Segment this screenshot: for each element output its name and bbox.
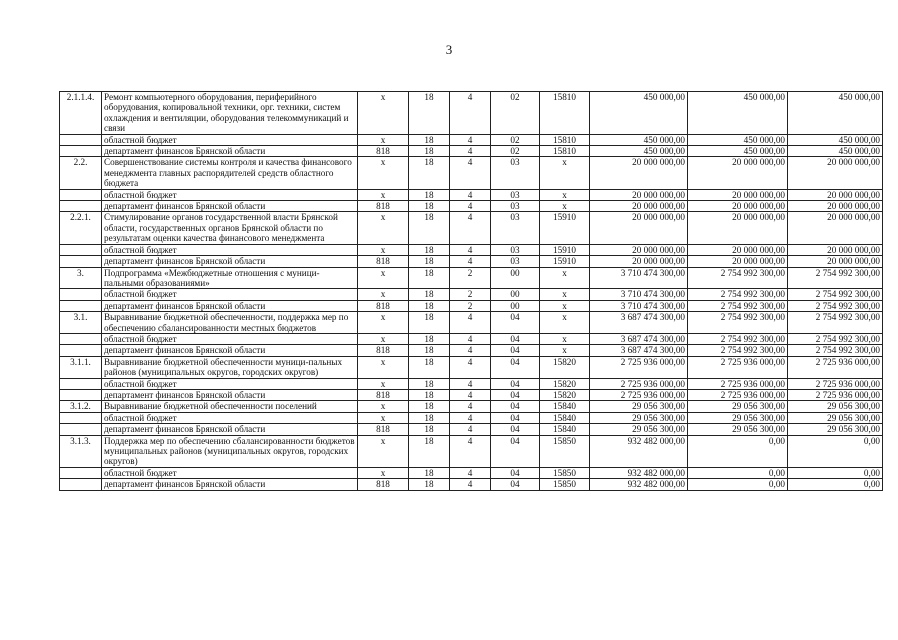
main-event-code-cell: 02: [491, 134, 540, 145]
amount-year1-cell: 2 725 936 000,00: [590, 356, 688, 378]
direction-code-cell: 15910: [540, 244, 590, 255]
grbs-code-cell: 818: [358, 345, 409, 356]
grbs-code-cell: х: [358, 189, 409, 200]
grbs-code-cell: х: [358, 378, 409, 389]
amount-year2-cell: 29 056 300,00: [688, 401, 788, 412]
program-code-cell: 18: [409, 389, 450, 400]
direction-code-cell: 15850: [540, 479, 590, 490]
amount-year1-cell: 29 056 300,00: [590, 401, 688, 412]
amount-year3-cell: 0,00: [788, 467, 883, 478]
item-number-cell: 3.1.3.: [60, 435, 102, 467]
item-number-cell: [60, 146, 102, 157]
amount-year2-cell: 20 000 000,00: [688, 201, 788, 212]
amount-year3-cell: 2 754 992 300,00: [788, 289, 883, 300]
table-row: [60, 389, 883, 400]
direction-code-cell: 15820: [540, 389, 590, 400]
program-code-cell: 18: [409, 146, 450, 157]
grbs-code-cell: х: [358, 289, 409, 300]
main-event-code-cell: 04: [491, 412, 540, 423]
main-event-code-cell: 03: [491, 244, 540, 255]
table-row: [60, 92, 883, 135]
item-name-cell: департамент финансов Брянской области: [102, 256, 358, 267]
amount-year3-cell: 2 754 992 300,00: [788, 267, 883, 289]
table-row: [60, 289, 883, 300]
direction-code-cell: х: [540, 345, 590, 356]
grbs-code-cell: 818: [358, 146, 409, 157]
amount-year3-cell: 2 754 992 300,00: [788, 300, 883, 311]
program-code-cell: 18: [409, 479, 450, 490]
grbs-code-cell: х: [358, 267, 409, 289]
direction-code-cell: 15820: [540, 356, 590, 378]
table-row: [60, 356, 883, 378]
amount-year3-cell: 2 725 936 000,00: [788, 389, 883, 400]
grbs-code-cell: 818: [358, 389, 409, 400]
item-name-cell: областной бюджет: [102, 289, 358, 300]
amount-year1-cell: 3 687 474 300,00: [590, 333, 688, 344]
grbs-code-cell: 818: [358, 479, 409, 490]
item-number-cell: [60, 345, 102, 356]
item-number-cell: [60, 300, 102, 311]
item-number-cell: 3.1.2.: [60, 401, 102, 412]
program-code-cell: 18: [409, 212, 450, 244]
table-row: [60, 312, 883, 334]
amount-year3-cell: 450 000,00: [788, 134, 883, 145]
table-row: [60, 300, 883, 311]
grbs-code-cell: х: [358, 467, 409, 478]
amount-year2-cell: 20 000 000,00: [688, 189, 788, 200]
table-row: [60, 435, 883, 467]
table-row: [60, 256, 883, 267]
subprogram-code-cell: 4: [450, 435, 491, 467]
direction-code-cell: 15810: [540, 134, 590, 145]
item-name-cell: областной бюджет: [102, 134, 358, 145]
table-row: [60, 424, 883, 435]
table-row: [60, 146, 883, 157]
direction-code-cell: 15850: [540, 435, 590, 467]
amount-year1-cell: 3 710 474 300,00: [590, 289, 688, 300]
item-number-cell: 3.1.: [60, 312, 102, 334]
table-body: [60, 92, 883, 491]
amount-year1-cell: 20 000 000,00: [590, 244, 688, 255]
item-number-cell: [60, 412, 102, 423]
item-name-cell: областной бюджет: [102, 189, 358, 200]
subprogram-code-cell: 2: [450, 300, 491, 311]
main-event-code-cell: 04: [491, 312, 540, 334]
main-event-code-cell: 04: [491, 378, 540, 389]
direction-code-cell: х: [540, 333, 590, 344]
amount-year3-cell: 450 000,00: [788, 146, 883, 157]
main-event-code-cell: 03: [491, 201, 540, 212]
subprogram-code-cell: 4: [450, 212, 491, 244]
program-code-cell: 18: [409, 256, 450, 267]
amount-year1-cell: 932 482 000,00: [590, 467, 688, 478]
amount-year2-cell: 20 000 000,00: [688, 244, 788, 255]
item-number-cell: [60, 467, 102, 478]
amount-year1-cell: 450 000,00: [590, 134, 688, 145]
subprogram-code-cell: 4: [450, 134, 491, 145]
program-code-cell: 18: [409, 333, 450, 344]
direction-code-cell: 15840: [540, 412, 590, 423]
main-event-code-cell: 04: [491, 389, 540, 400]
subprogram-code-cell: 2: [450, 289, 491, 300]
item-number-cell: 2.1.1.4.: [60, 92, 102, 135]
subprogram-code-cell: 4: [450, 401, 491, 412]
item-name-cell: Выравнивание бюджетной обеспеченности поселений: [102, 401, 358, 412]
subprogram-code-cell: 4: [450, 345, 491, 356]
amount-year2-cell: 2 754 992 300,00: [688, 312, 788, 334]
direction-code-cell: 15910: [540, 256, 590, 267]
item-number-cell: [60, 189, 102, 200]
subprogram-code-cell: 4: [450, 333, 491, 344]
amount-year2-cell: 2 754 992 300,00: [688, 345, 788, 356]
subprogram-code-cell: 4: [450, 378, 491, 389]
amount-year1-cell: 3 687 474 300,00: [590, 312, 688, 334]
item-name-cell: департамент финансов Брянской области: [102, 300, 358, 311]
amount-year2-cell: 0,00: [688, 435, 788, 467]
direction-code-cell: 15810: [540, 146, 590, 157]
subprogram-code-cell: 4: [450, 424, 491, 435]
amount-year1-cell: 20 000 000,00: [590, 189, 688, 200]
table-row: [60, 244, 883, 255]
amount-year3-cell: 29 056 300,00: [788, 401, 883, 412]
item-name-cell: Ремонт компьютерного оборудования, периферийного оборудования, копировальной техники, орг. техники, систем охлаждения и вентиляции, оборудования телекоммуникаций и связи: [102, 92, 358, 135]
subprogram-code-cell: 4: [450, 479, 491, 490]
item-name-cell: областной бюджет: [102, 244, 358, 255]
item-number-cell: [60, 424, 102, 435]
amount-year3-cell: 29 056 300,00: [788, 424, 883, 435]
main-event-code-cell: 02: [491, 92, 540, 135]
amount-year3-cell: 2 725 936 000,00: [788, 378, 883, 389]
table-row: [60, 189, 883, 200]
amount-year3-cell: 2 754 992 300,00: [788, 345, 883, 356]
subprogram-code-cell: 4: [450, 467, 491, 478]
item-name-cell: Стимулирование органов государственной власти Брянской области, государственных органов Брянской области по результатам оценки качества финансового менеджмента: [102, 212, 358, 244]
amount-year2-cell: 2 725 936 000,00: [688, 378, 788, 389]
amount-year2-cell: 450 000,00: [688, 92, 788, 135]
subprogram-code-cell: 2: [450, 267, 491, 289]
amount-year2-cell: 20 000 000,00: [688, 157, 788, 189]
amount-year3-cell: 20 000 000,00: [788, 212, 883, 244]
amount-year2-cell: 20 000 000,00: [688, 256, 788, 267]
program-code-cell: 18: [409, 157, 450, 189]
grbs-code-cell: х: [358, 312, 409, 334]
amount-year2-cell: 450 000,00: [688, 134, 788, 145]
table-row: [60, 479, 883, 490]
main-event-code-cell: 03: [491, 212, 540, 244]
subprogram-code-cell: 4: [450, 256, 491, 267]
item-number-cell: 3.1.1.: [60, 356, 102, 378]
item-number-cell: 3.: [60, 267, 102, 289]
direction-code-cell: х: [540, 189, 590, 200]
grbs-code-cell: х: [358, 134, 409, 145]
program-code-cell: 18: [409, 134, 450, 145]
table-row: [60, 401, 883, 412]
item-number-cell: [60, 134, 102, 145]
item-name-cell: департамент финансов Брянской области: [102, 345, 358, 356]
grbs-code-cell: х: [358, 401, 409, 412]
amount-year1-cell: 3 710 474 300,00: [590, 300, 688, 311]
table-row: [60, 212, 883, 244]
amount-year1-cell: 3 710 474 300,00: [590, 267, 688, 289]
amount-year1-cell: 932 482 000,00: [590, 479, 688, 490]
table-row: [60, 267, 883, 289]
amount-year2-cell: 2 754 992 300,00: [688, 289, 788, 300]
main-event-code-cell: 04: [491, 424, 540, 435]
item-number-cell: [60, 256, 102, 267]
table-row: [60, 412, 883, 423]
item-name-cell: областной бюджет: [102, 333, 358, 344]
direction-code-cell: 15810: [540, 92, 590, 135]
grbs-code-cell: 818: [358, 256, 409, 267]
grbs-code-cell: 818: [358, 300, 409, 311]
amount-year1-cell: 450 000,00: [590, 146, 688, 157]
table-row: [60, 345, 883, 356]
subprogram-code-cell: 4: [450, 244, 491, 255]
program-code-cell: 18: [409, 467, 450, 478]
table-row: [60, 378, 883, 389]
program-code-cell: 18: [409, 412, 450, 423]
main-event-code-cell: 00: [491, 300, 540, 311]
main-event-code-cell: 04: [491, 401, 540, 412]
main-event-code-cell: 04: [491, 356, 540, 378]
item-name-cell: Выравнивание бюджетной обеспеченности муници-пальных районов (муниципальных округов, городских округов): [102, 356, 358, 378]
item-name-cell: Подпрограмма «Межбюджетные отношения с муници-пальными образованиями»: [102, 267, 358, 289]
grbs-code-cell: х: [358, 244, 409, 255]
main-event-code-cell: 03: [491, 157, 540, 189]
item-name-cell: департамент финансов Брянской области: [102, 146, 358, 157]
amount-year2-cell: 20 000 000,00: [688, 212, 788, 244]
grbs-code-cell: х: [358, 333, 409, 344]
main-event-code-cell: 04: [491, 345, 540, 356]
program-code-cell: 18: [409, 244, 450, 255]
amount-year1-cell: 29 056 300,00: [590, 424, 688, 435]
grbs-code-cell: 818: [358, 201, 409, 212]
main-event-code-cell: 04: [491, 479, 540, 490]
direction-code-cell: х: [540, 289, 590, 300]
amount-year1-cell: 20 000 000,00: [590, 201, 688, 212]
budget-table: [59, 91, 883, 491]
amount-year2-cell: 29 056 300,00: [688, 412, 788, 423]
direction-code-cell: х: [540, 267, 590, 289]
subprogram-code-cell: 4: [450, 412, 491, 423]
amount-year3-cell: 2 725 936 000,00: [788, 356, 883, 378]
amount-year3-cell: 29 056 300,00: [788, 412, 883, 423]
direction-code-cell: 15850: [540, 467, 590, 478]
subprogram-code-cell: 4: [450, 146, 491, 157]
amount-year1-cell: 2 725 936 000,00: [590, 389, 688, 400]
amount-year3-cell: 450 000,00: [788, 92, 883, 135]
amount-year1-cell: 29 056 300,00: [590, 412, 688, 423]
item-number-cell: [60, 378, 102, 389]
table-row: [60, 157, 883, 189]
amount-year3-cell: 20 000 000,00: [788, 256, 883, 267]
subprogram-code-cell: 4: [450, 92, 491, 135]
main-event-code-cell: 03: [491, 256, 540, 267]
amount-year1-cell: 932 482 000,00: [590, 435, 688, 467]
program-code-cell: 18: [409, 201, 450, 212]
program-code-cell: 18: [409, 267, 450, 289]
item-name-cell: департамент финансов Брянской области: [102, 389, 358, 400]
amount-year3-cell: 0,00: [788, 479, 883, 490]
item-number-cell: [60, 479, 102, 490]
direction-code-cell: 15840: [540, 401, 590, 412]
main-event-code-cell: 00: [491, 289, 540, 300]
item-name-cell: департамент финансов Брянской области: [102, 424, 358, 435]
direction-code-cell: х: [540, 157, 590, 189]
table-row: [60, 333, 883, 344]
page-number: 3: [445, 42, 453, 57]
direction-code-cell: 15910: [540, 212, 590, 244]
item-name-cell: областной бюджет: [102, 412, 358, 423]
program-code-cell: 18: [409, 300, 450, 311]
table-row: [60, 467, 883, 478]
amount-year1-cell: 450 000,00: [590, 92, 688, 135]
program-code-cell: 18: [409, 356, 450, 378]
direction-code-cell: 15820: [540, 378, 590, 389]
item-name-cell: областной бюджет: [102, 378, 358, 389]
amount-year3-cell: 2 754 992 300,00: [788, 312, 883, 334]
amount-year2-cell: 0,00: [688, 479, 788, 490]
amount-year3-cell: 20 000 000,00: [788, 201, 883, 212]
item-name-cell: департамент финансов Брянской области: [102, 201, 358, 212]
grbs-code-cell: 818: [358, 424, 409, 435]
grbs-code-cell: х: [358, 92, 409, 135]
program-code-cell: 18: [409, 424, 450, 435]
table-row: [60, 134, 883, 145]
amount-year2-cell: 29 056 300,00: [688, 424, 788, 435]
direction-code-cell: х: [540, 201, 590, 212]
main-event-code-cell: 02: [491, 146, 540, 157]
amount-year2-cell: 2 725 936 000,00: [688, 389, 788, 400]
program-code-cell: 18: [409, 289, 450, 300]
item-name-cell: департамент финансов Брянской области: [102, 479, 358, 490]
main-event-code-cell: 03: [491, 189, 540, 200]
item-name-cell: Совершенствование системы контроля и качества финансового менеджмента главных распорядителей средств областного бюджета: [102, 157, 358, 189]
grbs-code-cell: х: [358, 212, 409, 244]
amount-year2-cell: 2 754 992 300,00: [688, 267, 788, 289]
grbs-code-cell: х: [358, 157, 409, 189]
item-number-cell: [60, 389, 102, 400]
amount-year3-cell: 20 000 000,00: [788, 157, 883, 189]
amount-year3-cell: 2 754 992 300,00: [788, 333, 883, 344]
main-event-code-cell: 04: [491, 333, 540, 344]
subprogram-code-cell: 4: [450, 389, 491, 400]
amount-year2-cell: 2 754 992 300,00: [688, 300, 788, 311]
item-name-cell: Выравнивание бюджетной обеспеченности, поддержка мер по обеспечению сбалансированности местных бюджетов: [102, 312, 358, 334]
program-code-cell: 18: [409, 92, 450, 135]
direction-code-cell: х: [540, 300, 590, 311]
item-number-cell: 2.2.1.: [60, 212, 102, 244]
grbs-code-cell: х: [358, 356, 409, 378]
item-number-cell: [60, 333, 102, 344]
amount-year1-cell: 3 687 474 300,00: [590, 345, 688, 356]
item-number-cell: [60, 201, 102, 212]
item-name-cell: областной бюджет: [102, 467, 358, 478]
direction-code-cell: 15840: [540, 424, 590, 435]
subprogram-code-cell: 4: [450, 189, 491, 200]
main-event-code-cell: 04: [491, 435, 540, 467]
program-code-cell: 18: [409, 312, 450, 334]
program-code-cell: 18: [409, 189, 450, 200]
item-number-cell: [60, 289, 102, 300]
amount-year2-cell: 2 725 936 000,00: [688, 356, 788, 378]
amount-year1-cell: 2 725 936 000,00: [590, 378, 688, 389]
amount-year2-cell: 0,00: [688, 467, 788, 478]
amount-year3-cell: 20 000 000,00: [788, 244, 883, 255]
direction-code-cell: х: [540, 312, 590, 334]
program-code-cell: 18: [409, 345, 450, 356]
program-code-cell: 18: [409, 435, 450, 467]
item-name-cell: Поддержка мер по обеспечению сбалансированности бюджетов муниципальных районов (муниципальных округов, городских округов): [102, 435, 358, 467]
main-event-code-cell: 00: [491, 267, 540, 289]
program-code-cell: 18: [409, 378, 450, 389]
subprogram-code-cell: 4: [450, 356, 491, 378]
grbs-code-cell: х: [358, 412, 409, 423]
program-code-cell: 18: [409, 401, 450, 412]
amount-year2-cell: 2 754 992 300,00: [688, 333, 788, 344]
subprogram-code-cell: 4: [450, 157, 491, 189]
item-number-cell: [60, 244, 102, 255]
amount-year3-cell: 0,00: [788, 435, 883, 467]
subprogram-code-cell: 4: [450, 201, 491, 212]
amount-year1-cell: 20 000 000,00: [590, 256, 688, 267]
amount-year2-cell: 450 000,00: [688, 146, 788, 157]
amount-year3-cell: 20 000 000,00: [788, 189, 883, 200]
table-row: [60, 201, 883, 212]
item-number-cell: 2.2.: [60, 157, 102, 189]
main-event-code-cell: 04: [491, 467, 540, 478]
amount-year1-cell: 20 000 000,00: [590, 157, 688, 189]
subprogram-code-cell: 4: [450, 312, 491, 334]
amount-year1-cell: 20 000 000,00: [590, 212, 688, 244]
grbs-code-cell: х: [358, 435, 409, 467]
